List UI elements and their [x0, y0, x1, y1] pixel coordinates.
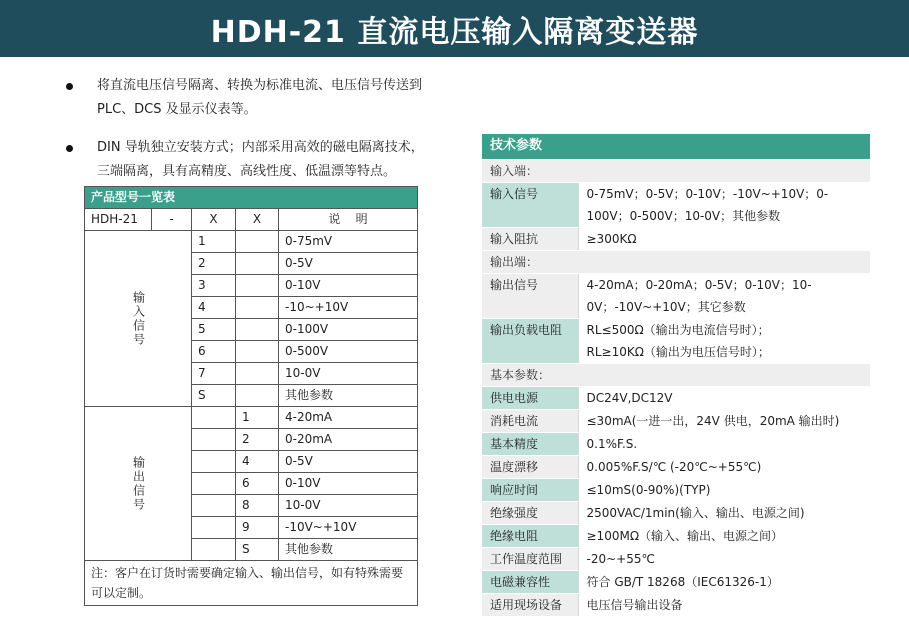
- spec-value: 4-20mA；0-20mA；0-5V；0-10V；10-0V；-10V~+10V；其它参数: [578, 273, 870, 318]
- empty-cell: [192, 495, 236, 517]
- feature-text-1: [97, 74, 457, 122]
- spec-label: 工作温度范围: [482, 547, 578, 570]
- output-code: 2: [236, 429, 279, 451]
- spec-value: 0.005%F.S/℃ (-20℃~+55℃): [578, 455, 870, 478]
- spec-label: 输出信号: [482, 273, 578, 318]
- model-table-head: [85, 209, 418, 231]
- input-code: S: [192, 385, 236, 407]
- basic-group-label: 基本参数：: [482, 363, 870, 386]
- model-table: [84, 186, 418, 606]
- empty-cell: [236, 297, 279, 319]
- table-row: [85, 231, 418, 253]
- output-desc: 0-20mA: [279, 429, 418, 451]
- spec-value: -20~+55℃: [578, 547, 870, 570]
- output-desc: -10V~+10V: [279, 517, 418, 539]
- spec-value: ≥300KΩ: [578, 227, 870, 250]
- output-desc: 其他参数: [279, 539, 418, 561]
- head-desc: 说 明: [279, 209, 418, 231]
- feature-text-2: [97, 136, 457, 184]
- empty-cell: [192, 429, 236, 451]
- feature-bullet-2: [62, 136, 452, 184]
- input-desc: 0-5V: [279, 253, 418, 275]
- spec-title: 技术参数: [482, 134, 870, 159]
- spec-value: ≥100MΩ（输入、输出、电源之间）: [578, 524, 870, 547]
- input-desc: -10~+10V: [279, 297, 418, 319]
- head-model: HDH-21: [85, 209, 152, 231]
- input-code: 4: [192, 297, 236, 319]
- output-code: 4: [236, 451, 279, 473]
- input-signal-label: 输入信号: [85, 231, 192, 407]
- spec-table: [482, 134, 870, 617]
- spec-value: [578, 318, 870, 363]
- output-desc: 10-0V: [279, 495, 418, 517]
- head-dash: -: [152, 209, 192, 231]
- empty-cell: [236, 319, 279, 341]
- input-desc: 0-100V: [279, 319, 418, 341]
- feature-line: 将直流电压信号隔离、转换为标准电流、电压信号传送到: [97, 78, 423, 93]
- output-desc: 4-20mA: [279, 407, 418, 429]
- model-table-title: 产品型号一览表: [85, 187, 418, 209]
- spec-label: 消耗电流: [482, 409, 578, 432]
- output-desc: 0-10V: [279, 473, 418, 495]
- output-code: 1: [236, 407, 279, 429]
- input-desc: 0-10V: [279, 275, 418, 297]
- spec-label: 供电电源: [482, 386, 578, 409]
- input-code: 3: [192, 275, 236, 297]
- output-desc: 0-5V: [279, 451, 418, 473]
- input-code: 6: [192, 341, 236, 363]
- output-code: S: [236, 539, 279, 561]
- spec-label: 输出负载电阻: [482, 318, 578, 363]
- spec-value: DC24V,DC12V: [578, 386, 870, 409]
- table-row: [85, 407, 418, 429]
- order-note: 注：客户在订货时需要确定输入、输出信号，如有特殊需要可以定制。: [85, 561, 418, 606]
- spec-value: ≤30mA(一进一出，24V 供电，20mA 输出时): [578, 409, 870, 432]
- page-header: [0, 0, 909, 57]
- page-title: HDH-21 直流电压输入隔离变送器: [210, 14, 699, 50]
- empty-cell: [236, 231, 279, 253]
- empty-cell: [236, 363, 279, 385]
- spec-label: 输入信号: [482, 182, 578, 227]
- input-desc: 其他参数: [279, 385, 418, 407]
- empty-cell: [192, 451, 236, 473]
- empty-cell: [192, 473, 236, 495]
- spec-value: 2500VAC/1min(输入、输出、电源之间): [578, 501, 870, 524]
- spec-label: 输入阻抗: [482, 227, 578, 250]
- input-code: 2: [192, 253, 236, 275]
- bullet-dot-icon: [66, 83, 73, 90]
- spec-label: 电磁兼容性: [482, 570, 578, 593]
- head-x2: X: [236, 209, 279, 231]
- bullet-dot-icon: [66, 145, 73, 152]
- input-desc: 10-0V: [279, 363, 418, 385]
- spec-label: 基本精度: [482, 432, 578, 455]
- input-desc: 0-75mV: [279, 231, 418, 253]
- empty-cell: [236, 341, 279, 363]
- spec-label: 绝缘强度: [482, 501, 578, 524]
- output-code: 8: [236, 495, 279, 517]
- empty-cell: [192, 407, 236, 429]
- empty-cell: [236, 253, 279, 275]
- spec-value: 电压信号输出设备: [578, 593, 870, 616]
- output-group-label: 输出端：: [482, 250, 870, 273]
- empty-cell: [192, 517, 236, 539]
- spec-label: 响应时间: [482, 478, 578, 501]
- input-desc: 0-500V: [279, 341, 418, 363]
- input-group-label: 输入端：: [482, 159, 870, 182]
- input-code: 7: [192, 363, 236, 385]
- empty-cell: [236, 385, 279, 407]
- spec-label: 适用现场设备: [482, 593, 578, 616]
- spec-label: 绝缘电阻: [482, 524, 578, 547]
- spec-value-line: RL≤500Ω（输出为电流信号时）；: [586, 322, 770, 337]
- head-x1: X: [192, 209, 236, 231]
- input-code: 5: [192, 319, 236, 341]
- spec-value: ≤10mS(0-90%)(TYP): [578, 478, 870, 501]
- empty-cell: [192, 539, 236, 561]
- feature-bullet-1: [62, 74, 452, 122]
- output-code: 6: [236, 473, 279, 495]
- output-signal-label: 输出信号: [85, 407, 192, 561]
- feature-line: 三端隔离，具有高精度、高线性度、低温漂等特点。: [97, 164, 397, 179]
- output-code: 9: [236, 517, 279, 539]
- spec-value: 0.1%F.S.: [578, 432, 870, 455]
- feature-line: DIN 导轨独立安装方式；内部采用高效的磁电隔离技术，: [97, 140, 424, 155]
- spec-value: 0-75mV；0-5V；0-10V；-10V~+10V；0-100V；0-500V；10-0V；其他参数: [578, 182, 870, 227]
- spec-value: 符合 GB/T 18268（IEC61326-1）: [578, 570, 870, 593]
- spec-label: 温度漂移: [482, 455, 578, 478]
- empty-cell: [236, 275, 279, 297]
- input-code: 1: [192, 231, 236, 253]
- feature-line: PLC、DCS 及显示仪表等。: [97, 102, 257, 117]
- spec-value-line: RL≥10KΩ（输出为电压信号时）；: [586, 344, 770, 359]
